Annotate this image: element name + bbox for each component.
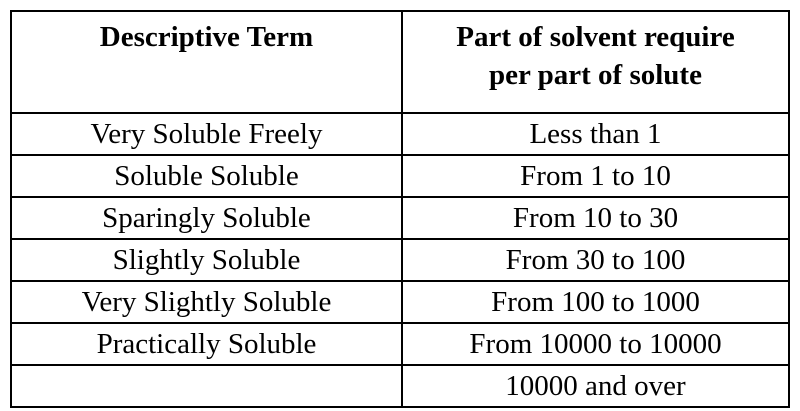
cell-parts: From 1 to 10 (402, 155, 789, 197)
cell-parts: From 10000 to 10000 (402, 323, 789, 365)
table-row (11, 197, 789, 239)
header-descriptive-term: Descriptive Term (11, 11, 402, 113)
cell-term: Very Slightly Soluble (11, 281, 402, 323)
cell-parts: 10000 and over (402, 365, 789, 407)
solubility-table-container (10, 10, 788, 401)
table-row (11, 155, 789, 197)
cell-term: Slightly Soluble (11, 239, 402, 281)
header-solvent-parts-line2: per part of solute (489, 59, 702, 91)
cell-parts: From 100 to 1000 (402, 281, 789, 323)
cell-parts: From 10 to 30 (402, 197, 789, 239)
cell-term: Sparingly Soluble (11, 197, 402, 239)
table-header-row (11, 11, 789, 113)
table-row (11, 365, 789, 407)
cell-term: Soluble Soluble (11, 155, 402, 197)
table-row (11, 239, 789, 281)
table-row (11, 113, 789, 155)
header-solvent-parts (402, 11, 789, 113)
cell-term-empty (11, 365, 402, 407)
cell-parts: Less than 1 (402, 113, 789, 155)
header-solvent-parts-line1: Part of solvent require (456, 21, 735, 53)
solubility-table (10, 10, 790, 408)
cell-term: Very Soluble Freely (11, 113, 402, 155)
table-row (11, 281, 789, 323)
cell-parts: From 30 to 100 (402, 239, 789, 281)
table-row (11, 323, 789, 365)
cell-term: Practically Soluble (11, 323, 402, 365)
